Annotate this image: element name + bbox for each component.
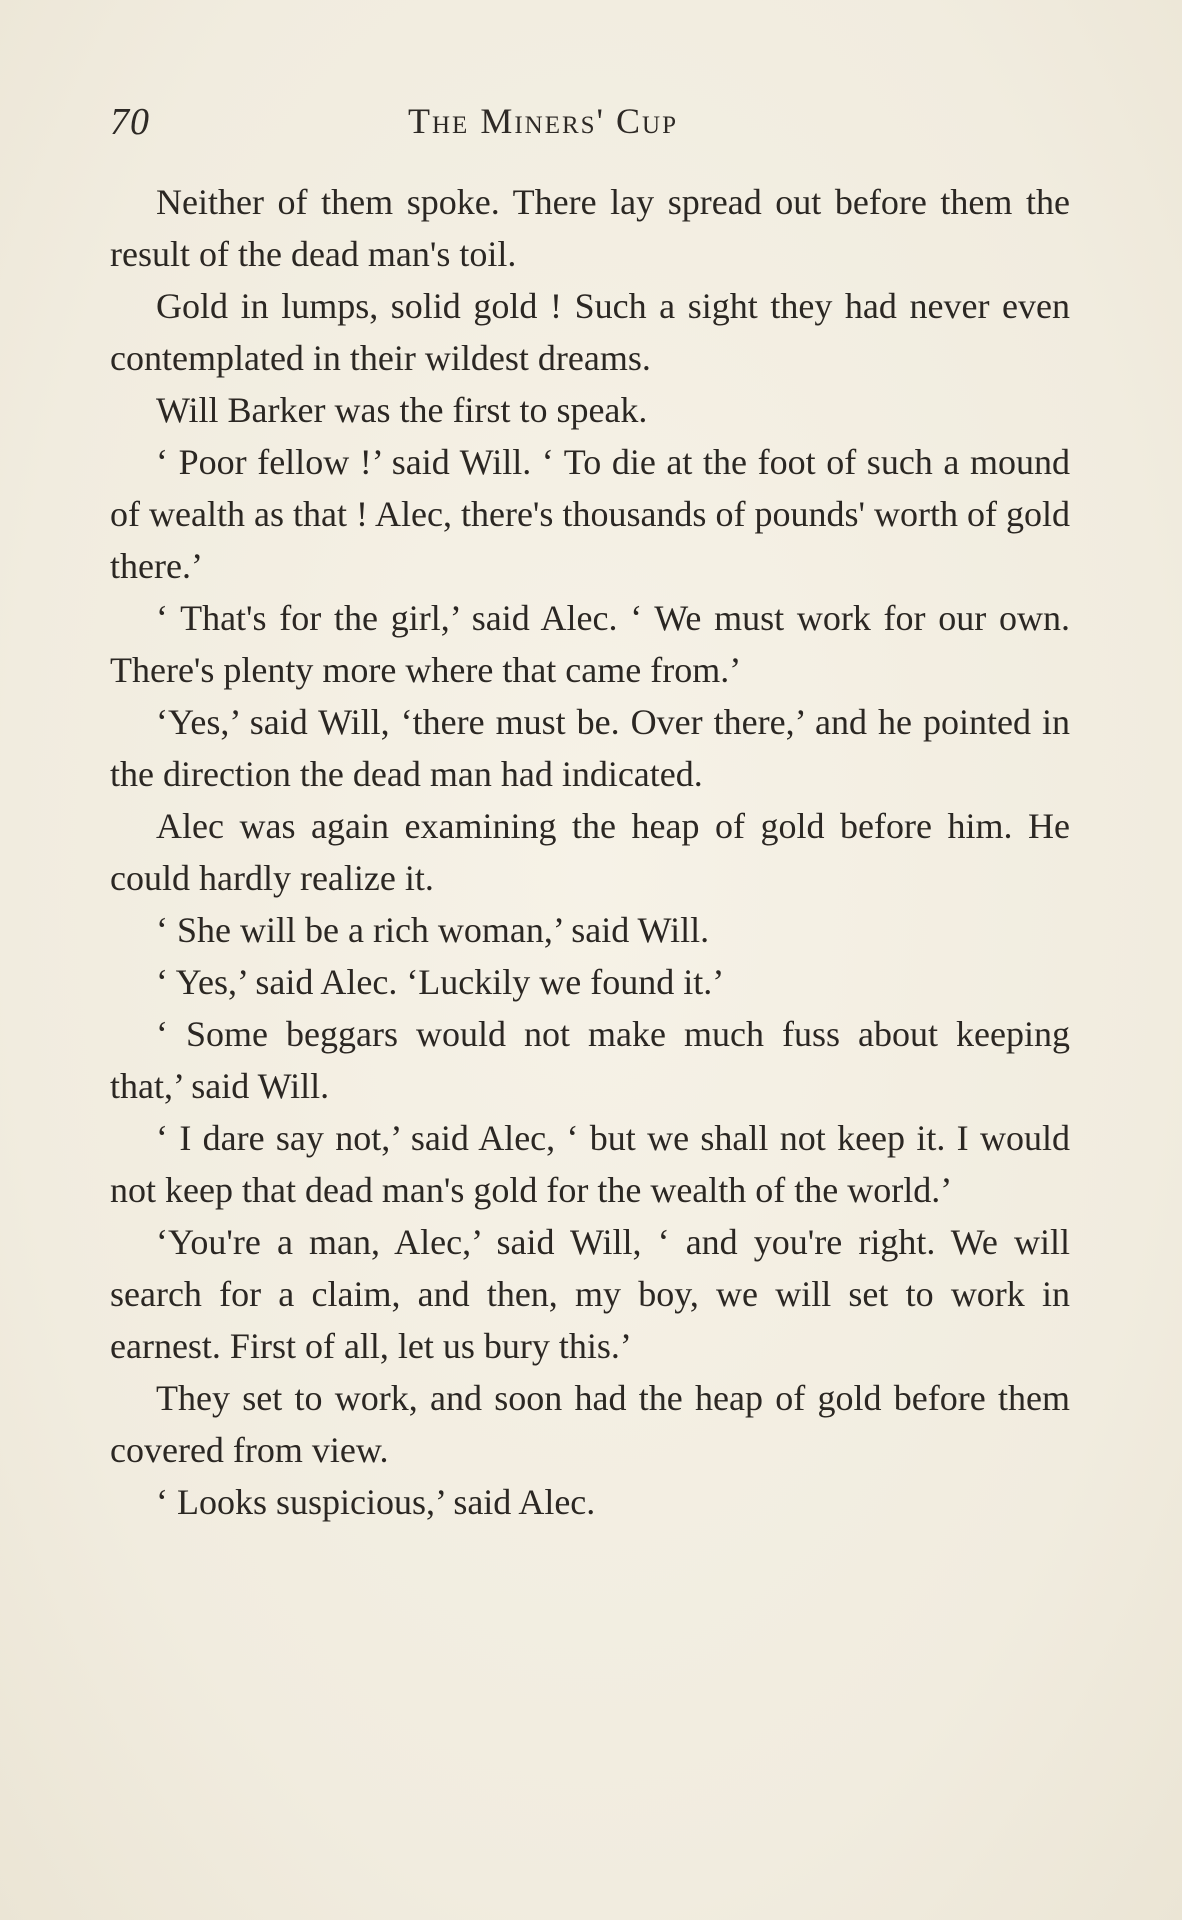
paragraph: ‘ Looks suspicious,’ said Alec. [156,1482,596,1522]
paragraph: ‘ Yes,’ said Alec. ‘Luckily we found it.’ [156,962,725,1002]
page-number: 70 [110,101,150,143]
paragraph: ‘ That's for the girl,’ said Alec. ‘ We must work for our own. There's plenty more where that came from.’ [110,598,1070,690]
paragraph: They set to work, and soon had the heap of gold before them covered from view. [110,1378,1070,1470]
running-head: The Miners' Cup [408,101,679,141]
paragraph: Gold in lumps, solid gold ! Such a sight they had never even contemplated in their wildest dreams. [110,286,1070,378]
paragraph: Neither of them spoke. There lay spread out before them the result of the dead man's toil. [110,182,1070,274]
paragraph: ‘Yes,’ said Will, ‘there must be. Over there,’ and he pointed in the direction the dead man had indicated. [110,702,1070,794]
paragraph: Alec was again examining the heap of gold before him. He could hardly realize it. [110,806,1070,898]
body-text [110,176,1070,1528]
paragraph: ‘ I dare say not,’ said Alec, ‘ but we shall not keep it. I would not keep that dead man's gold for the wealth of the world.’ [110,1118,1070,1210]
paragraph: ‘ Poor fellow !’ said Will. ‘ To die at the foot of such a mound of wealth as that ! Alec, there's thousands of pounds' worth of gold there.’ [110,442,1070,586]
paragraph: ‘ She will be a rich woman,’ said Will. [156,910,710,950]
paragraph: ‘ Some beggars would not make much fuss about keeping that,’ said Will. [110,1014,1070,1106]
paragraph: Will Barker was the first to speak. [156,390,648,430]
paragraph: ‘You're a man, Alec,’ said Will, ‘ and you're right. We will search for a claim, and then, my boy, we will set to work in earnest. First of all, let us bury this.’ [110,1222,1070,1366]
page-header [110,100,1070,160]
